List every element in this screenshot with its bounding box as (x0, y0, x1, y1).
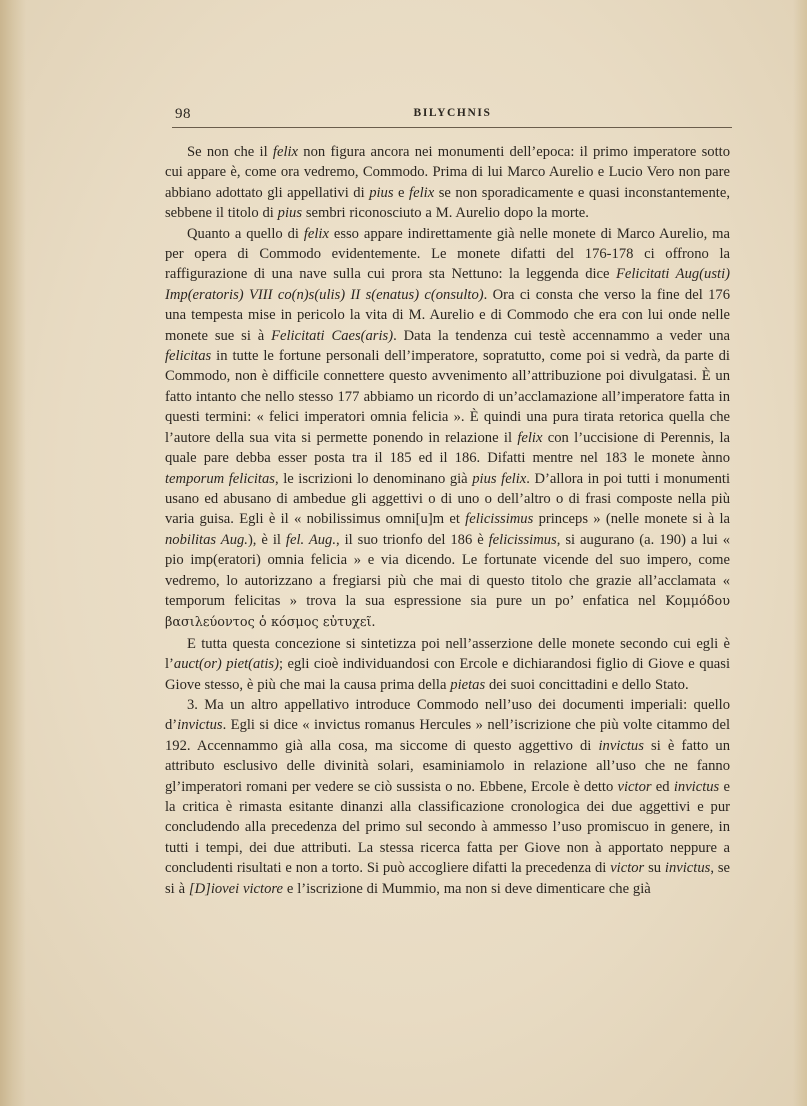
italic-phrase: auct(or) piet(atis) (173, 656, 279, 673)
italic-phrase: fel. Aug. (285, 531, 336, 548)
italic-phrase: temporum felicitas (165, 470, 275, 487)
italic-phrase: Felicitati Caes(aris) (271, 327, 394, 344)
italic-phrase: pietas (450, 676, 486, 693)
text-run: e (393, 184, 410, 201)
italic-phrase: pius (369, 184, 394, 201)
paragraph-2 (165, 224, 730, 634)
italic-phrase: [D]iovei victore (188, 880, 284, 897)
italic-phrase: felix (272, 144, 299, 160)
italic-phrase: felicissimus (465, 511, 534, 528)
text-run: ), è il (247, 531, 286, 548)
text-run: su (644, 860, 665, 877)
italic-phrase: nobilitas Aug. (165, 531, 248, 548)
text-run: , se si à (165, 860, 730, 897)
running-head: BILYCHNIS (413, 107, 492, 119)
paragraph-4 (165, 695, 730, 899)
header-rule (172, 127, 732, 128)
text-run: sembri riconosciuto a M. Aurelio dopo la morte. (302, 205, 589, 222)
text-run: , il suo trionfo del 186 è (336, 531, 489, 548)
text-run: con l’uccisione di Perennis, la quale pare debba esser posta tra il 185 ed il 186. Difatti mentre nel 183 le monete ànno (165, 429, 730, 467)
italic-phrase: felix (409, 184, 435, 201)
text-run: . Egli si dice « invictus romanus Hercules » nell’iscrizione che più volte citammo del 192. Accennammo già alla cosa, ma siccome di questo aggettivo di (165, 717, 730, 754)
text-run: esso appare indirettamente già nelle monete di Marco Aurelio, ma per opera di Commodo evidentemente. Le monete difatti del 176-178 ci offrono la raffigurazione di una nave sulla cui prora sta Nettuno: la leggenda dice (165, 225, 730, 283)
italic-phrase: invictus (664, 860, 711, 877)
text-run: ; egli cioè individuandosi con Ercole e dichiarandosi figlio di Giove e quasi Giove stesso, è più che mai la causa prima della (165, 656, 731, 693)
greek-phrase: Κομμόδου βασιλεύοντος ὁ κόσμος εὐτυχεῖ (165, 593, 730, 631)
text-run: . Data la tendenza cui testè accennammo a veder una (393, 327, 730, 344)
text-run: . Ora ci consta che verso la fine del 176 una tempesta mise in pericolo la vita di M. Aurelio e di Commodo che era con lui onde nelle monete sue si à (165, 286, 730, 344)
text-run: 3. Ma un altro appellativo introduce Commodo nell’uso dei documenti imperiali: quello d’ (165, 696, 730, 734)
paragraph-3 (165, 634, 730, 695)
text-run: si è fatto un attributo esclusivo delle divinità solari, esaminiamolo in relazione all’uso che ne fanno gl’imperatori romani per vedere se ciò sussista o no. Ebbene, Ercole è detto (165, 737, 730, 795)
text-run: , si augurano (a. 190) a lui « pio imp(eratori) omnia felicia » e via dicendo. Le fortunate vicende del suo impero, come vedremo, lo autorizzano a fregiarsi più che mai di questo titolo che grazie all’acclamata « temporum felicitas » trova la sua espressione sia pure un po’ enfatica nel (165, 531, 731, 609)
page-left-edge-shadow (0, 0, 26, 1106)
italic-phrase: invictus (673, 778, 720, 795)
paragraph-1 (165, 142, 730, 224)
text-run: Se non che il (187, 144, 273, 160)
text-run: Quanto a quello di (187, 225, 304, 242)
text-run: se non sporadicamente e quasi inconstantemente, sebbene il titolo di (165, 184, 730, 222)
page-header (175, 106, 730, 128)
text-run: in tutte le fortune personali dell’imperatore, sopratutto, come poi si vedrà, da parte di Commodo, non è difficile connettere questo avvenimento all’attribuzione poi divulgatasi. È un fatto intanto che nello stesso 177 abbiamo un ricordo di un’acclamazione all’imperatore fatta in questi termini: « felici imperatori omnia felicia ». È quindi una pura tirata retorica quella che l’autore della sua vita si permette ponendo in relazione il (165, 348, 730, 446)
page-right-edge-shadow (793, 0, 807, 1106)
text-run: , le iscrizioni lo denominano già (274, 470, 473, 487)
italic-phrase: felix (303, 225, 329, 242)
italic-phrase: invictus (177, 717, 223, 734)
text-run: E tutta questa concezione si sintetizza poi nell’asserzione delle monete secondo cui egli è l’ (165, 635, 730, 673)
text-run: princeps » (nelle monete si à la (533, 511, 730, 528)
italic-phrase: felicissimus (488, 531, 557, 548)
text-run: dei suoi concittadini e dello Stato. (485, 676, 689, 693)
page-number: 98 (175, 106, 191, 122)
text-run: non figura ancora nei monumenti dell’epoca: il primo imperatore sotto cui appare è, come ora vedremo, Commodo. Prima di lui Marco Aurelio e Lucio Vero non pare abbiano adottato gli appellativi di (165, 144, 730, 201)
italic-phrase: pius felix (472, 470, 527, 487)
text-run: ed (651, 778, 674, 795)
italic-phrase: felicitas (165, 348, 212, 365)
body-text (165, 142, 730, 899)
text-run: e l’iscrizione di Mummio, ma non si deve dimenticare che già (283, 880, 651, 897)
italic-phrase: invictus (598, 737, 644, 754)
text-run: . (371, 614, 376, 631)
italic-phrase: victor (617, 778, 652, 795)
italic-phrase: victor (610, 860, 645, 877)
text-run: . D’allora in poi tutti i monumenti usano ed abusano di ambedue gli aggettivi o di uno o dell’altro o di frasi composte nella più varia guisa. Egli è il « nobilissimus omni[u]m et (165, 470, 731, 528)
italic-phrase: felix (517, 429, 543, 446)
italic-phrase: Felicitati Aug(usti) Imp(eratoris) VIII co(n)s(ulis) II s(enatus) c(onsulto) (165, 266, 730, 303)
text-run: e la critica è rimasta esitante dinanzi alla classificazione cronologica dei due aggettivi e pur concludendo alla precedenza del primo sul secondo à ammesso l’uso promiscuo in genere, in tutti i tempi, dei due attributi. La stessa ricerca fatta per Giove non à apportato neppure a concludenti risultati e non a torto. Si può accogliere difatti la precedenza di (165, 778, 730, 877)
italic-phrase: pius (277, 205, 302, 222)
